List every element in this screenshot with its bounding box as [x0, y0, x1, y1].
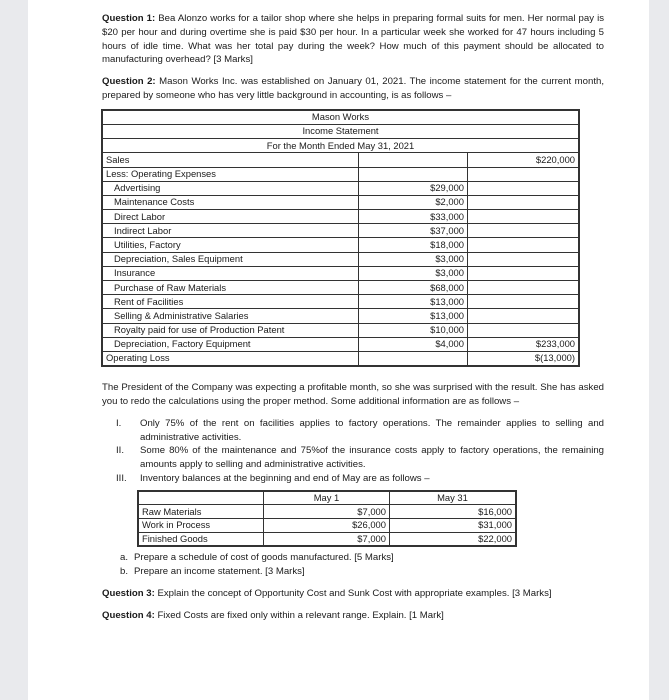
question-3-text: Explain the concept of Opportunity Cost and Sunk Cost with appropriate examples. [3 Marks] [154, 587, 552, 599]
list-item: III. Inventory balances at the beginning and end of May are as follows – [116, 472, 430, 484]
income-statement-table [101, 109, 580, 367]
question-2-label: Question 2: [102, 76, 156, 88]
table-row: Purchase of Raw Materials $68,000 [102, 281, 579, 295]
list-item: II. Some 80% of the maintenance and 75%of the insurance costs apply to factory operations, the remaining amounts apply to selling and administrative activities. [116, 445, 604, 471]
table-row: Utilities, Factory $18,000 [102, 238, 579, 252]
statement-title: Income Statement [102, 124, 579, 138]
question-1-text: Bea Alonzo works for a tailor shop where she helps in preparing formal suits for men. Her normal pay is $20 per hour and during overtime she is paid $30 per hour. In a particular week she worked for 47 hours including 5 hours of idle time. What was her total pay during the week? How much of this payment should be allocated to manufacturing overhead? [3 Marks] [102, 13, 604, 66]
question-4 [102, 609, 604, 623]
table-row: Finished Goods $7,000 $22,000 [138, 532, 516, 546]
question-4-text: Fixed Costs are fixed only within a relevant range. Explain. [1 Mark] [154, 609, 444, 621]
operating-loss-value: $(13,000) [468, 351, 580, 366]
followup-text: The President of the Company was expecting a profitable month, so she was surprised with the result. She has asked you to redo the calculations using the proper method. Some additional information are as follows – [102, 382, 604, 407]
document-content [102, 12, 604, 622]
table-row: Indirect Labor $37,000 [102, 224, 579, 238]
question-1-label: Question 1: [102, 13, 156, 24]
question-4-label: Question 4: [102, 609, 155, 621]
table-row: Selling & Administrative Salaries $13,000 [102, 309, 579, 323]
question-3-label: Question 3: [102, 587, 155, 599]
table-row-sales: Sales $220,000 [102, 153, 579, 167]
table-row: Rent of Facilities $13,000 [102, 295, 579, 309]
additional-info-list [102, 417, 604, 486]
question-2-text: Mason Works Inc. was established on January 01, 2021. The income statement for the current month, prepared by someone who has very little background in accounting, is as follows – [102, 76, 604, 101]
table-row: Royalty paid for use of Production Patent $10,000 [102, 323, 579, 337]
question-1 [102, 12, 604, 67]
statement-period: For the Month Ended May 31, 2021 [102, 139, 579, 153]
question-2 [102, 75, 604, 103]
table-row: Raw Materials $7,000 $16,000 [138, 505, 516, 519]
table-row-less: Less: Operating Expenses [102, 167, 579, 181]
table-row: Maintenance Costs $2,000 [102, 195, 579, 209]
total-expenses: $233,000 [468, 337, 580, 351]
table-row-result: Operating Loss $(13,000) [102, 351, 579, 366]
document-page [28, 0, 649, 700]
table-row: Direct Labor $33,000 [102, 210, 579, 224]
table-row: Depreciation, Sales Equipment $3,000 [102, 252, 579, 266]
list-item: a. Prepare a schedule of cost of goods manufactured. [5 Marks] [120, 552, 394, 564]
tasks-list [102, 551, 604, 579]
statement-company: Mason Works [102, 110, 579, 125]
table-header-row: May 1 May 31 [138, 491, 516, 505]
table-row: Depreciation, Factory Equipment $4,000 $233,000 [102, 337, 579, 351]
list-item: I. Only 75% of the rent on facilities applies to factory operations. The remainder applies to selling and administrative activities. [116, 417, 604, 443]
table-row: Insurance $3,000 [102, 266, 579, 280]
table-row: Work in Process $26,000 $31,000 [138, 518, 516, 532]
table-row: Advertising $29,000 [102, 181, 579, 195]
inventory-table [137, 490, 517, 547]
list-item: b. Prepare an income statement. [3 Marks] [120, 565, 305, 577]
question-3 [102, 587, 604, 601]
